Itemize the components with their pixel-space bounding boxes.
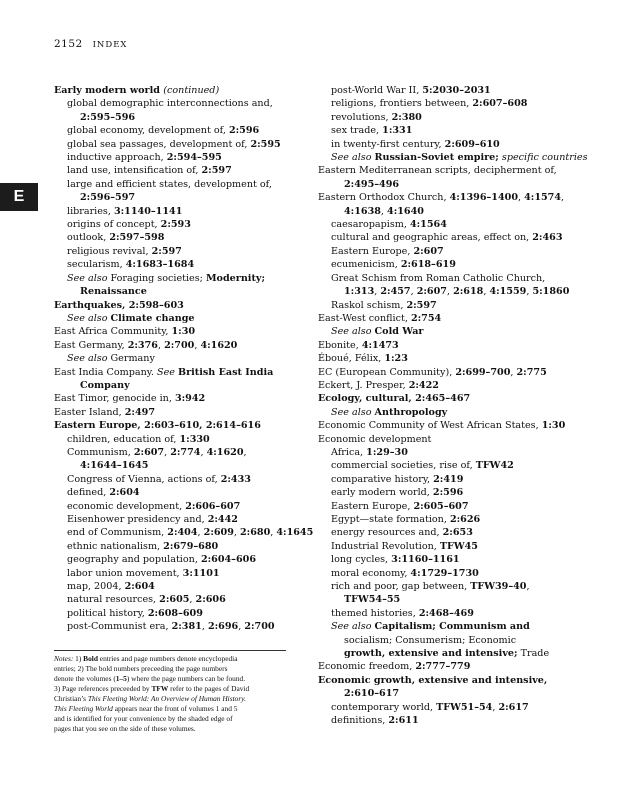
footnote-line: denote the volumes (1–5) where the page numbers can be found. <box>54 674 246 683</box>
footnote-line: Christian’s This Fleeting World: An Overview of Human History. <box>54 694 246 703</box>
right-entry: Eastern Orthodox Church, 4:1396–1400, 4:1574, <box>318 192 565 204</box>
right-entry: cultural and geographic areas, effect on, 2:463 <box>331 232 563 244</box>
right-entry: TFW54–55 <box>344 594 401 606</box>
page-header <box>54 38 127 50</box>
left-entry: East Timor, genocide in, 3:942 <box>54 393 206 405</box>
left-entry: 2:596–597 <box>80 192 136 204</box>
left-entry: end of Communism, 2:404, 2:609, 2:680, 4:1645 <box>67 527 314 539</box>
right-entry: Ebonite, 4:1473 <box>318 339 399 351</box>
left-entry: Company <box>80 379 130 391</box>
left-entry: East India Company. See British East India <box>54 366 274 378</box>
section-thumb-tab: E <box>0 183 38 211</box>
right-entry: commercial societies, rise of, TFW42 <box>331 460 514 472</box>
right-entry: early modern world, 2:596 <box>331 487 464 499</box>
right-entry: contemporary world, TFW51–54, 2:617 <box>331 701 529 713</box>
left-entry: East Africa Community, 1:30 <box>54 326 196 338</box>
left-entry: See also Climate change <box>67 312 195 324</box>
right-entry: Éboué, Félix, 1:23 <box>318 353 408 365</box>
left-entry: Congress of Vienna, actions of, 2:433 <box>67 473 251 485</box>
left-entry: See also Foraging societies; Modernity; <box>67 272 265 284</box>
left-entry: global economy, development of, 2:596 <box>67 125 260 137</box>
left-entry: East Germany, 2:376, 2:700, 4:1620 <box>54 339 238 351</box>
left-entry: origins of concept, 2:593 <box>67 219 191 231</box>
right-entry: Economic Community of West African States, 1:30 <box>318 420 566 432</box>
right-entry: 2:495–496 <box>344 178 400 190</box>
right-entry: revolutions, 2:380 <box>331 111 422 123</box>
left-entry: Eastern Europe, 2:603–610, 2:614–616 <box>54 420 261 432</box>
right-entry: Economic freedom, 2:777–779 <box>318 661 471 673</box>
left-entry: Communism, 2:607, 2:774, 4:1620, <box>67 446 247 458</box>
right-entry: themed histories, 2:468–469 <box>331 607 474 619</box>
right-entry: Eckert, J. Presper, 2:422 <box>318 379 439 391</box>
right-entry: EC (European Community), 2:699–700, 2:775 <box>318 366 547 378</box>
right-entry: energy resources and, 2:653 <box>331 527 473 539</box>
left-entry: economic development, 2:606–607 <box>67 500 241 512</box>
right-entry: Africa, 1:29–30 <box>331 446 408 458</box>
right-entry: growth, extensive and intensive; Trade <box>344 648 550 660</box>
right-entry: caesaropapism, 4:1564 <box>331 219 447 231</box>
right-entry: religions, frontiers between, 2:607–608 <box>331 98 528 110</box>
right-entry: Ecology, cultural, 2:465–467 <box>318 393 471 405</box>
left-entry: Early modern world (continued) <box>54 85 220 96</box>
right-entry: moral economy, 4:1729–1730 <box>331 567 479 579</box>
left-entry: Renaissance <box>80 286 147 298</box>
right-entry: 2:610–617 <box>344 688 400 700</box>
left-entry: geography and population, 2:604–606 <box>67 554 257 566</box>
right-entry: See also Capitalism; Communism and <box>331 621 530 633</box>
right-entry: Industrial Revolution, TFW45 <box>331 540 478 552</box>
left-entry: inductive approach, 2:594–595 <box>67 152 222 164</box>
right-entry: Egypt—state formation, 2:626 <box>331 514 481 525</box>
left-entry: 4:1644–1645 <box>80 460 149 472</box>
left-entry: children, education of, 1:330 <box>67 433 210 445</box>
index-column-left <box>54 84 314 634</box>
index-column-right <box>318 84 588 728</box>
right-entry: Raskol schism, 2:597 <box>331 299 437 311</box>
left-entry: natural resources, 2:605, 2:606 <box>67 594 226 606</box>
right-entry: Great Schism from Roman Catholic Church, <box>331 272 546 284</box>
right-entry: Eastern Europe, 2:605–607 <box>331 500 469 512</box>
left-entry: defined, 2:604 <box>67 487 140 499</box>
right-entry: rich and poor, gap between, TFW39–40, <box>331 581 530 593</box>
footnote-line: This Fleeting World appears near the front of volumes 1 and 5 <box>54 704 238 713</box>
left-entry: global demographic interconnections and, <box>67 98 273 110</box>
left-entry: religious revival, 2:597 <box>67 245 182 257</box>
running-head: INDEX <box>92 40 128 50</box>
left-entry: post-Communist era, 2:381, 2:696, 2:700 <box>67 621 275 633</box>
right-entry: long cycles, 3:1160–1161 <box>331 554 460 566</box>
right-entry: definitions, 2:611 <box>331 715 419 727</box>
left-entry: Eisenhower presidency and, 2:442 <box>67 514 238 525</box>
right-entry: See also Russian-Soviet empire; specific countries <box>331 152 588 164</box>
right-entry: 4:1638, 4:1640 <box>344 205 424 217</box>
right-entry: 1:313, 2:457, 2:607, 2:618, 4:1559, 5:1860 <box>344 286 570 298</box>
right-entry: Economic development <box>318 433 432 445</box>
left-entry: secularism, 4:1683–1684 <box>67 259 195 271</box>
left-entry: See also Germany <box>67 353 155 365</box>
footnote-line: pages that you see on the side of these volumes. <box>54 724 196 733</box>
right-entry: See also Cold War <box>331 326 424 338</box>
left-entry: 2:595–596 <box>80 111 136 123</box>
right-entry: Eastern Mediterranean scripts, decipherment of, <box>318 165 557 177</box>
footnote-line: and is identified for your convenience by the shaded edge of <box>54 714 233 723</box>
right-entry: ecumenicism, 2:618–619 <box>331 259 456 271</box>
right-entry: in twenty-first century, 2:609–610 <box>331 138 500 150</box>
left-entry: political history, 2:608–609 <box>67 607 203 619</box>
left-entry: map, 2004, 2:604 <box>67 581 155 593</box>
left-entry: Easter Island, 2:497 <box>54 406 155 418</box>
left-entry: libraries, 3:1140–1141 <box>67 205 183 217</box>
footnote-line: entries; 2) The bold numbers preceeding the page numbers <box>54 664 228 673</box>
left-entry: outlook, 2:597–598 <box>67 232 165 244</box>
footnote-line: 3) Page references preceeded by TFW refer to the pages of David <box>54 684 250 693</box>
footnote-line: Notes: 1) Bold entries and page numbers denote encyclopedia <box>54 654 238 663</box>
left-entry: labor union movement, 3:1101 <box>67 567 220 579</box>
right-entry: Economic growth, extensive and intensive, <box>318 674 548 686</box>
right-entry: comparative history, 2:419 <box>331 473 464 485</box>
left-entry: land use, intensification of, 2:597 <box>67 165 232 177</box>
left-entry: ethnic nationalism, 2:679–680 <box>67 540 219 552</box>
right-entry: socialism; Consumerism; Economic <box>344 634 517 646</box>
right-entry: sex trade, 1:331 <box>331 125 413 137</box>
right-entry: Eastern Europe, 2:607 <box>331 245 444 257</box>
right-entry: East-West conflict, 2:754 <box>318 312 442 324</box>
footnotes <box>54 650 286 734</box>
right-entry: See also Anthropology <box>331 406 448 418</box>
left-entry: Earthquakes, 2:598–603 <box>54 299 184 311</box>
right-entry: post-World War II, 5:2030–2031 <box>331 85 491 96</box>
page-number: 2152 <box>54 38 83 50</box>
left-entry: large and efficient states, development of, <box>67 178 272 190</box>
left-entry: global sea passages, development of, 2:595 <box>67 138 281 150</box>
